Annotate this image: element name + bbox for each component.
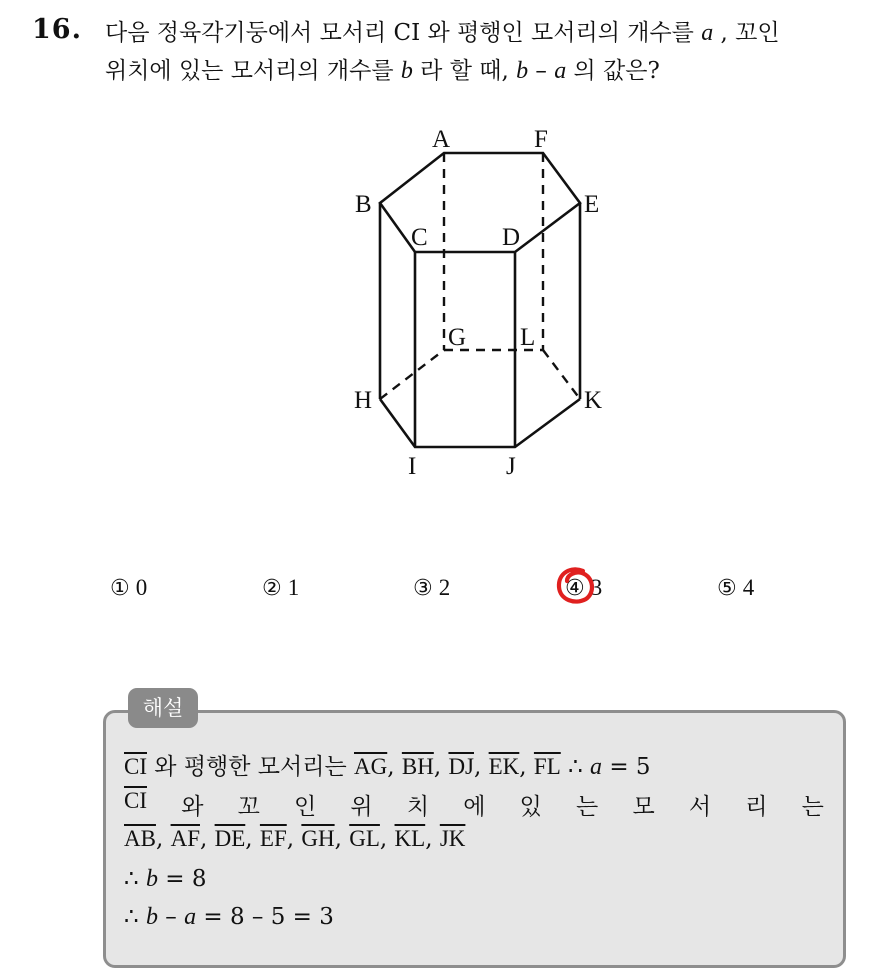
- therefore-symbol: ∴: [124, 866, 146, 892]
- choice-value: 3: [590, 575, 603, 600]
- top-face: [380, 153, 580, 252]
- vertex-label-H: H: [354, 387, 373, 414]
- answer-mark-circle: [553, 563, 599, 609]
- edge-label: $\overline{AG}$: [354, 754, 388, 779]
- bottom-visible-edges: [380, 399, 580, 447]
- vertex-label-G: G: [448, 324, 467, 351]
- vertex-label-A: A: [432, 126, 451, 153]
- solution-line-3: $\overline{AB}$, $\overline{AF}$, $\overline{DE}$, $\overline{EF}$, $\overline{GH}$, $\overline{GL}$, $\overline{KL}$, $\overline{JK}$: [124, 826, 466, 852]
- solution-word: 있: [519, 794, 542, 820]
- solution-word: 서: [688, 794, 712, 820]
- variable-a: a: [590, 754, 603, 780]
- solution-word: 는: [576, 794, 599, 820]
- equation: = 8 – 5 = 3: [196, 904, 334, 930]
- solution-word: 치: [406, 794, 430, 820]
- edge-label: $\overline{GH}$: [301, 826, 335, 851]
- question-text: [105, 14, 875, 90]
- vertex-label-J: J: [506, 453, 516, 480]
- choice-value: 4: [742, 575, 755, 600]
- question-text-part: 라 할 때,: [412, 58, 517, 84]
- edge-label: $\overline{DE}$: [214, 826, 246, 851]
- choice-marker: ④: [565, 576, 585, 601]
- solution-word: 리: [745, 794, 768, 820]
- variable-a: a: [554, 58, 567, 84]
- edge-label: $\overline{BH}$: [401, 754, 434, 779]
- choice-5[interactable]: [717, 575, 754, 601]
- equation: = 5: [602, 754, 651, 780]
- choice-value: 0: [135, 575, 148, 600]
- therefore-symbol: ∴: [124, 904, 146, 930]
- edge-label: $\overline{AB}$: [124, 826, 156, 851]
- edge-label: $\overline{AF}$: [170, 826, 200, 851]
- question-line-1: [105, 14, 875, 52]
- edge-label: $\overline{GL}$: [349, 826, 380, 851]
- edge-HG-hidden: [380, 350, 444, 399]
- edge-ci: $\overline{CI}$: [124, 788, 147, 813]
- solution-word: 인: [294, 794, 317, 820]
- variable-a: a: [184, 904, 197, 930]
- edge-label: $\overline{EF}$: [259, 826, 287, 851]
- choice-marker: ③: [413, 576, 433, 601]
- edge-ci: $\overline{CI}$: [124, 754, 147, 779]
- edge-label: $\overline{EK}$: [488, 754, 520, 779]
- vertex-label-K: K: [584, 387, 603, 414]
- answer-choices: [0, 575, 884, 609]
- edge-label: $\overline{FL}$: [533, 754, 561, 779]
- edge-label: $\overline{DJ}$: [448, 754, 474, 779]
- solution-word: 모: [632, 794, 655, 820]
- question-text-part: 의 값은?: [566, 58, 660, 84]
- choice-value: 2: [438, 575, 451, 600]
- solution-line-4: [124, 866, 206, 893]
- vertex-label-B: B: [355, 191, 372, 218]
- vertex-label-C: C: [411, 224, 428, 251]
- solution-text: 와 평행한 모서리는: [147, 754, 354, 780]
- equation: = 8: [157, 866, 207, 892]
- solution-word: 위: [350, 794, 373, 820]
- choice-3[interactable]: [413, 575, 450, 601]
- hexagonal-prism-figure: [340, 120, 630, 490]
- choice-2[interactable]: [262, 575, 299, 601]
- vertex-label-E: E: [584, 191, 600, 218]
- edge-LK-hidden: [543, 350, 580, 399]
- solution-line-1: $\overline{CI}$ 와 평행한 모서리는 $\overline{AG}$, $\overline{BH}$, $\overline{DJ}$, $\overline{EK}$, $\overline{FL}$ ∴ a = 5: [124, 754, 651, 780]
- question-number: 16.: [32, 14, 82, 45]
- choice-marker: ⑤: [717, 576, 737, 601]
- solution-line-2: [124, 788, 824, 821]
- question-text-part: –: [528, 58, 555, 84]
- choice-1[interactable]: [110, 575, 147, 601]
- choice-marker: ①: [110, 576, 130, 601]
- choice-marker: ②: [262, 576, 282, 601]
- vertex-label-F: F: [534, 126, 548, 153]
- variable-b: b: [400, 58, 413, 84]
- choice-value: 1: [287, 575, 300, 600]
- variable-b: b: [145, 904, 158, 930]
- therefore-symbol: ∴: [560, 754, 591, 780]
- solution-word: 꼬: [237, 794, 260, 820]
- solution-word: 는: [801, 794, 824, 820]
- question-text-part: 위치에 있는 모서리의 개수를: [105, 58, 401, 84]
- variable-b: b: [145, 866, 158, 892]
- solution-tag: 해설: [128, 688, 198, 728]
- edge-label: $\overline{KL}$: [394, 826, 426, 851]
- question-text-part: , 꼬인: [713, 20, 780, 46]
- edge-label: $\overline{JK}$: [439, 826, 466, 851]
- variable-a: a: [701, 20, 714, 46]
- solution-word: 와: [181, 794, 204, 820]
- solution-line-5: [124, 904, 334, 931]
- question-line-2: [105, 52, 875, 90]
- minus-sign: –: [157, 904, 185, 930]
- vertex-label-D: D: [502, 224, 521, 251]
- vertex-label-L: L: [520, 324, 536, 351]
- variable-b: b: [516, 58, 529, 84]
- solution-word: 에: [463, 794, 486, 820]
- vertex-label-I: I: [408, 453, 417, 480]
- question-text-part: 다음 정육각기둥에서 모서리 CI 와 평행인 모서리의 개수를: [105, 20, 702, 46]
